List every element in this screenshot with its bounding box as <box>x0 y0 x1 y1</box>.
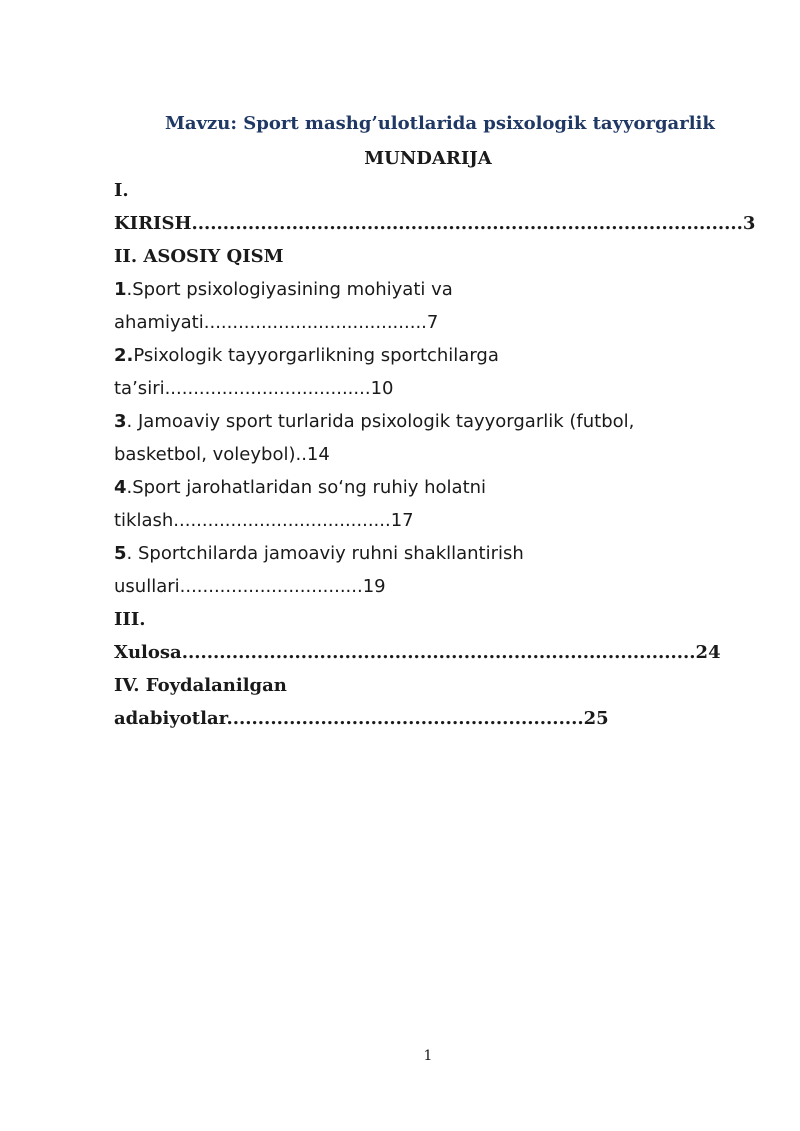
toc-item-4-number: 4 <box>114 477 127 498</box>
toc-intro-number: I. <box>114 180 129 201</box>
toc-item-5 <box>114 543 524 564</box>
toc-item-5-number: 5 <box>114 543 127 564</box>
toc-conclusion-number: III. <box>114 609 146 630</box>
toc-references-number: IV. Foydalanilgan <box>114 675 287 696</box>
toc-item-3-continuation: basketbol, voleybol)..14 <box>114 444 330 465</box>
toc-item-4 <box>114 477 486 498</box>
page-number: 1 <box>423 1048 433 1064</box>
toc-main-part: II. ASOSIY QISM <box>114 246 284 267</box>
toc-item-1-text: .Sport psixologiyasining mohiyati va <box>126 279 453 300</box>
toc-intro-entry: KIRISH........................................................................................3 <box>114 213 756 234</box>
toc-item-2-text: Psixologik tayyorgarlikning sportchilarga <box>133 345 499 366</box>
toc-item-5-continuation: usullari................................19 <box>114 576 386 597</box>
toc-item-5-text: . Sportchilarda jamoaviy ruhni shakllantirish <box>126 543 524 564</box>
toc-item-3-number: 3 <box>114 411 127 432</box>
toc-conclusion-entry: Xulosa..................................................................................24 <box>114 642 721 663</box>
toc-item-4-continuation: tiklash......................................17 <box>114 510 414 531</box>
toc-references-entry: adabiyotlar.........................................................25 <box>114 708 609 729</box>
topic-title: Mavzu: Sport mashg’ulotlarida psixologik tayyorgarlik <box>165 113 715 134</box>
toc-item-2-continuation: ta’siri....................................10 <box>114 378 394 399</box>
toc-item-2 <box>114 345 499 366</box>
toc-item-3 <box>114 411 634 432</box>
toc-item-1-number: 1 <box>114 279 127 300</box>
toc-item-4-text: .Sport jarohatlaridan so‘ng ruhiy holatni <box>126 477 487 498</box>
toc-item-1 <box>114 279 453 300</box>
toc-item-2-number: 2. <box>114 345 134 366</box>
toc-item-1-continuation: ahamiyati.......................................7 <box>114 312 439 333</box>
toc-item-3-text: . Jamoaviy sport turlarida psixologik tayyorgarlik (futbol, <box>126 411 635 432</box>
toc-heading: MUNDARIJA <box>364 148 492 169</box>
